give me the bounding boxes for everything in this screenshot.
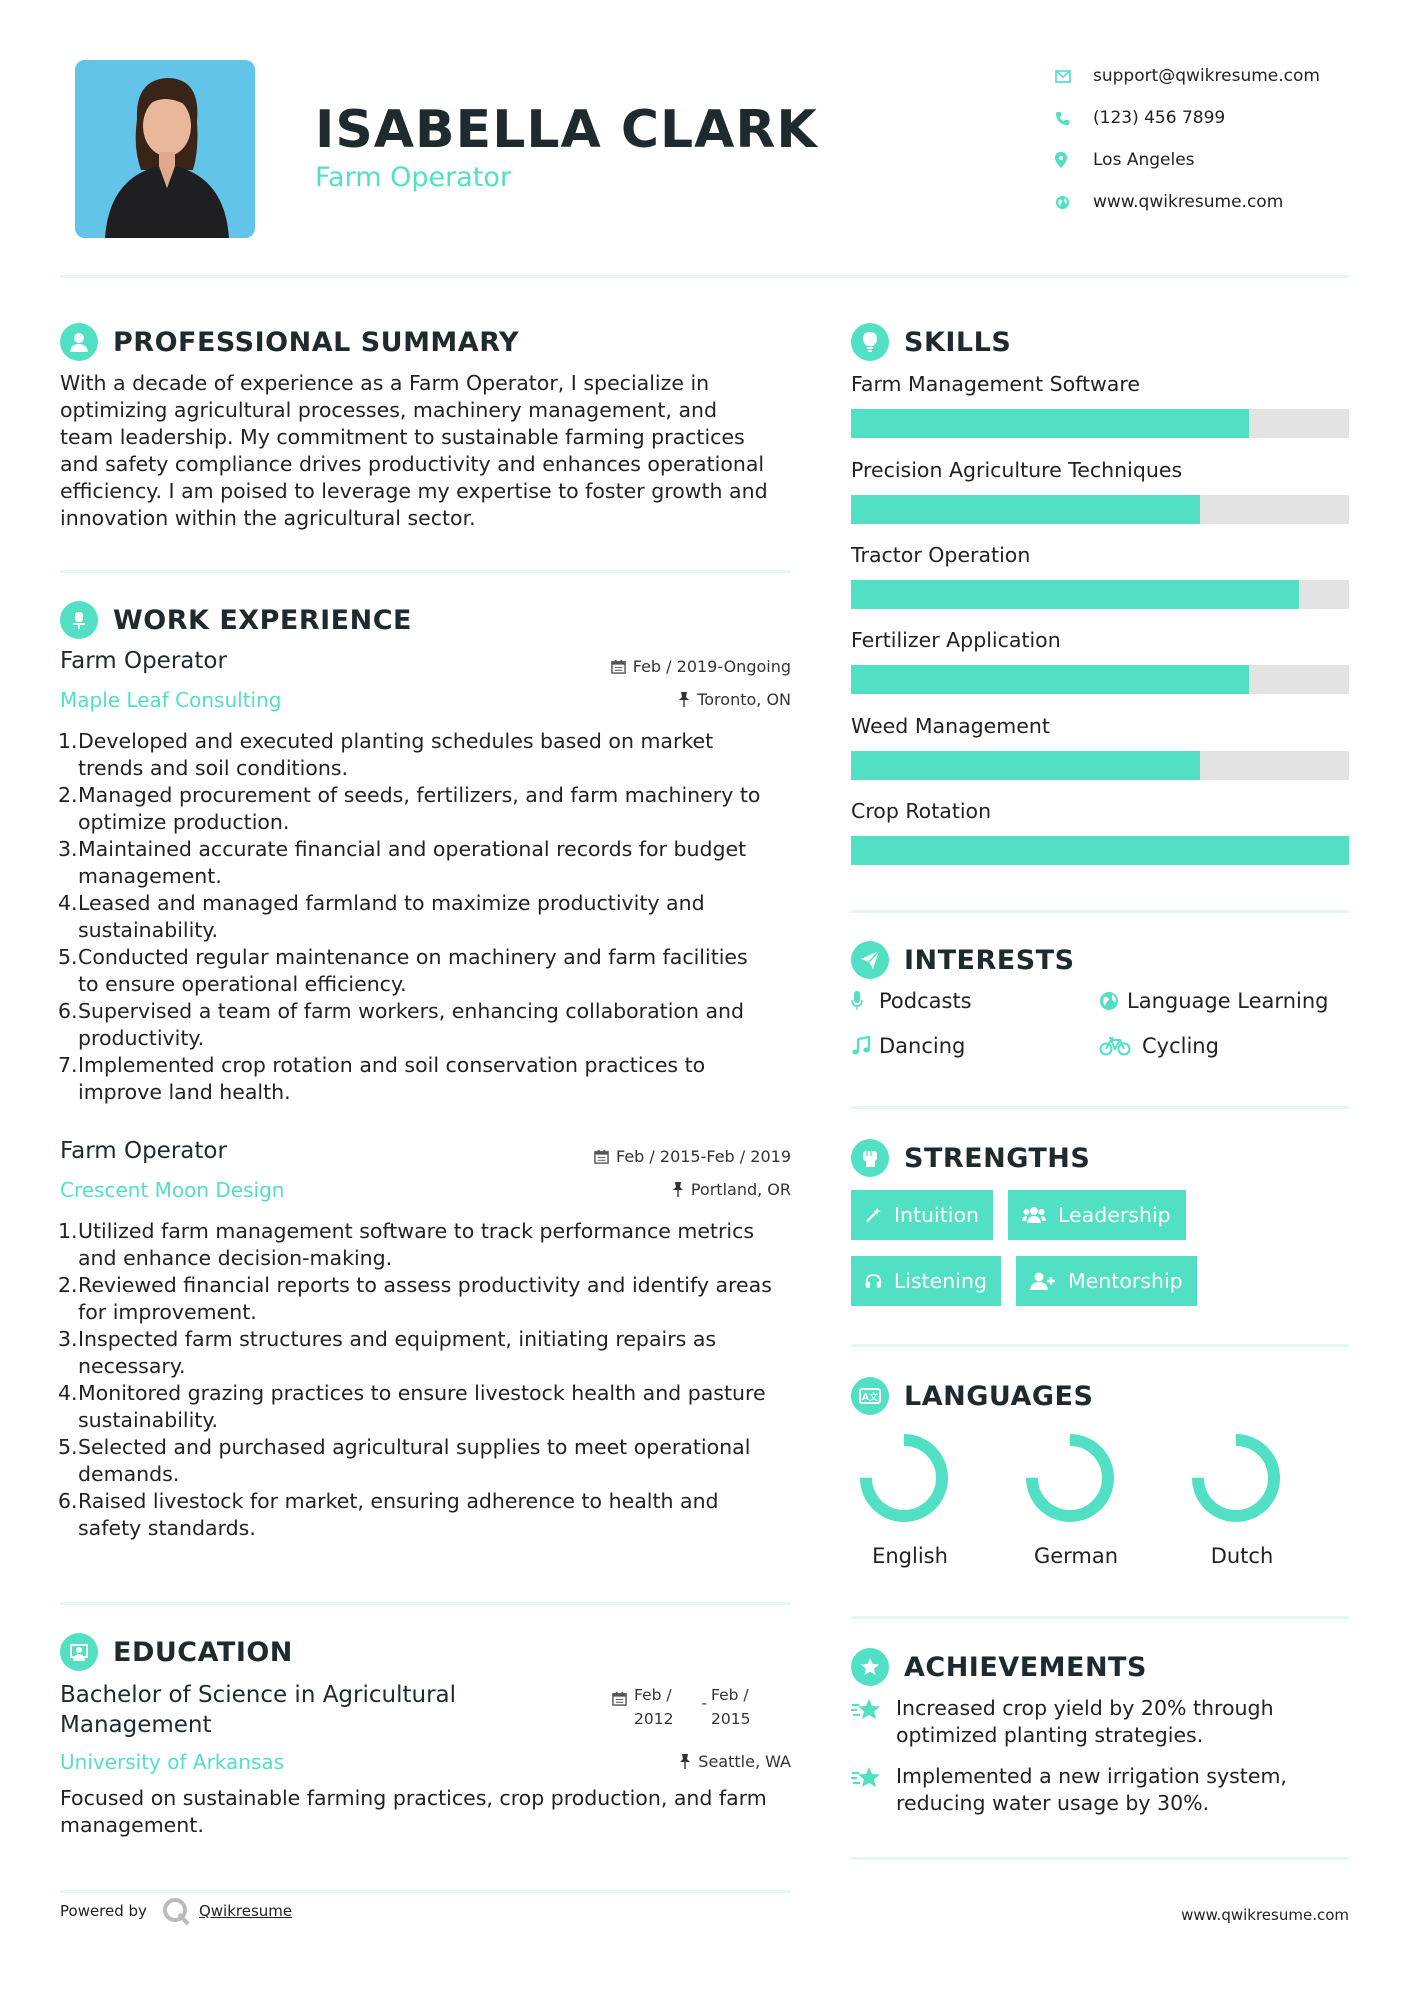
list-item: Conducted regular maintenance on machinery and farm facilities to ensure operational efficiency. bbox=[78, 945, 748, 996]
list-item: Inspected farm structures and equipment, initiating repairs as necessary. bbox=[78, 1327, 717, 1378]
strength-chip: Intuition bbox=[851, 1190, 993, 1240]
qwikresume-logo-icon bbox=[161, 1896, 191, 1926]
job-1-location: Toronto, ON bbox=[500, 690, 791, 709]
skill-bar-fill bbox=[851, 836, 1349, 865]
contact-email-text: support@qwikresume.com bbox=[1093, 66, 1320, 86]
skill-label: Precision Agriculture Techniques bbox=[851, 458, 1183, 482]
list-item: Developed and executed planting schedules based on market trends and soil conditions. bbox=[78, 729, 714, 780]
skill-bar bbox=[851, 409, 1349, 438]
envelope-icon bbox=[1055, 70, 1093, 83]
calendar-icon bbox=[611, 659, 626, 674]
job-1-duties bbox=[60, 728, 800, 1106]
achievement-item: Increased crop yield by 20% through optimized planting strategies. bbox=[851, 1695, 1351, 1749]
globe-icon bbox=[1099, 991, 1127, 1011]
summary-heading bbox=[60, 322, 519, 362]
header-divider bbox=[60, 275, 1349, 278]
education-degree: Bachelor of Science in Agricultural Management bbox=[60, 1682, 457, 1738]
language-label: Dutch bbox=[1210, 1544, 1274, 1568]
language-icon bbox=[851, 1377, 889, 1415]
contact-list bbox=[1055, 55, 1355, 223]
globe-icon bbox=[1055, 195, 1093, 210]
skill-label: Crop Rotation bbox=[851, 799, 992, 823]
star-icon bbox=[851, 1695, 896, 1749]
education-heading bbox=[60, 1632, 293, 1672]
user-icon bbox=[60, 323, 98, 361]
languages-divider bbox=[851, 1616, 1349, 1619]
briefcase-icon bbox=[60, 601, 98, 639]
microphone-icon bbox=[851, 991, 879, 1011]
graduation-icon bbox=[60, 1633, 98, 1671]
magic-wand-icon bbox=[865, 1206, 882, 1224]
interest-item: Cycling bbox=[1099, 1034, 1219, 1058]
interest-item: Dancing bbox=[851, 1034, 965, 1058]
bicycle-icon bbox=[1099, 1036, 1142, 1056]
skill-label: Farm Management Software bbox=[851, 372, 1140, 396]
interests-divider bbox=[851, 1106, 1349, 1109]
list-item: Supervised a team of farm workers, enhancing collaboration and productivity. bbox=[78, 999, 745, 1050]
skill-bar bbox=[851, 836, 1349, 865]
phone-icon bbox=[1055, 111, 1093, 126]
list-item: Selected and purchased agricultural supplies to meet operational demands. bbox=[78, 1435, 751, 1486]
skill-bar bbox=[851, 495, 1349, 524]
skill-label: Tractor Operation bbox=[851, 543, 1031, 567]
pushpin-icon bbox=[678, 692, 690, 707]
music-note-icon bbox=[851, 1036, 879, 1056]
job-1-date: Feb / 2019-Ongoing bbox=[500, 657, 791, 676]
job-2-duties bbox=[60, 1218, 800, 1542]
list-item: Maintained accurate financial and operational records for budget management. bbox=[78, 837, 747, 888]
job-2-title: Farm Operator bbox=[60, 1138, 227, 1164]
users-icon bbox=[1022, 1206, 1046, 1224]
skills-divider bbox=[851, 910, 1349, 913]
candidate-name: ISABELLA CLARK bbox=[315, 100, 818, 160]
candidate-role: Farm Operator bbox=[315, 162, 511, 193]
star-badge-icon bbox=[851, 1648, 889, 1686]
summary-divider bbox=[60, 570, 791, 573]
education-divider bbox=[60, 1890, 791, 1893]
language-ring bbox=[1024, 1432, 1116, 1524]
list-item: Monitored grazing practices to ensure livestock health and pasture sustainability. bbox=[78, 1381, 766, 1432]
list-item: Managed procurement of seeds, fertilizers, and farm machinery to optimize production. bbox=[78, 783, 761, 834]
list-item: Utilized farm management software to track performance metrics and enhance decision-making. bbox=[78, 1219, 755, 1270]
skill-bar-fill bbox=[851, 665, 1249, 694]
profile-photo bbox=[75, 60, 255, 238]
achievement-item: Implemented a new irrigation system, reducing water usage by 30%. bbox=[851, 1763, 1351, 1817]
education-location: Seattle, WA bbox=[500, 1752, 791, 1771]
skill-label: Weed Management bbox=[851, 714, 1050, 738]
education-date: Feb / 2012 - Feb / 2015 bbox=[612, 1683, 751, 1731]
skill-bar bbox=[851, 751, 1349, 780]
pushpin-icon bbox=[672, 1182, 684, 1197]
language-ring bbox=[1190, 1432, 1282, 1524]
star-icon bbox=[851, 1763, 896, 1817]
skills-heading bbox=[851, 322, 1011, 362]
strengths-divider bbox=[851, 1344, 1349, 1347]
contact-email[interactable] bbox=[1055, 55, 1355, 97]
lightbulb-icon bbox=[851, 323, 889, 361]
education-title: EDUCATION bbox=[113, 1636, 293, 1668]
skill-bar-fill bbox=[851, 580, 1299, 609]
contact-website-text: www.qwikresume.com bbox=[1093, 192, 1284, 212]
work-divider bbox=[60, 1602, 791, 1605]
qwikresume-link[interactable]: Qwikresume bbox=[198, 1902, 293, 1920]
list-item: Reviewed financial reports to assess productivity and identify areas for improvement. bbox=[78, 1273, 772, 1324]
strength-chip: Mentorship bbox=[1016, 1256, 1197, 1306]
education-description: Focused on sustainable farming practices, crop production, and farm management. bbox=[60, 1786, 767, 1837]
achievements-divider bbox=[851, 1857, 1349, 1860]
skill-bar bbox=[851, 580, 1349, 609]
headphones-icon bbox=[865, 1272, 882, 1290]
footer-powered-by: Powered by Qwikresume bbox=[60, 1896, 292, 1926]
interests-heading bbox=[851, 940, 1075, 980]
contact-location bbox=[1055, 139, 1355, 181]
language-label: German bbox=[1033, 1544, 1119, 1568]
strength-chip: Leadership bbox=[1008, 1190, 1186, 1240]
paper-plane-icon bbox=[851, 941, 889, 979]
contact-website[interactable] bbox=[1055, 181, 1355, 223]
pushpin-icon bbox=[679, 1754, 691, 1769]
list-item: Leased and managed farmland to maximize productivity and sustainability. bbox=[78, 891, 705, 942]
job-2-date: Feb / 2015-Feb / 2019 bbox=[500, 1147, 791, 1166]
job-2-location: Portland, OR bbox=[500, 1180, 791, 1199]
work-title: WORK EXPERIENCE bbox=[113, 604, 412, 636]
strengths-heading bbox=[851, 1138, 1090, 1178]
fist-icon bbox=[851, 1139, 889, 1177]
summary-title: PROFESSIONAL SUMMARY bbox=[113, 326, 520, 358]
calendar-icon bbox=[594, 1149, 609, 1164]
job-2-company: Crescent Moon Design bbox=[60, 1178, 285, 1202]
language-ring bbox=[858, 1432, 950, 1524]
strength-chip: Listening bbox=[851, 1256, 1001, 1306]
education-school: University of Arkansas bbox=[60, 1750, 285, 1774]
contact-phone[interactable] bbox=[1055, 97, 1355, 139]
strengths-title: STRENGTHS bbox=[904, 1142, 1091, 1174]
achievements-title: ACHIEVEMENTS bbox=[904, 1651, 1147, 1683]
skill-bar bbox=[851, 665, 1349, 694]
skill-bar-fill bbox=[851, 751, 1200, 780]
footer-website[interactable]: www.qwikresume.com bbox=[1181, 1906, 1349, 1924]
interest-item: Language Learning bbox=[1099, 989, 1328, 1013]
interest-item: Podcasts bbox=[851, 989, 972, 1013]
job-1-company: Maple Leaf Consulting bbox=[60, 688, 282, 712]
languages-heading bbox=[851, 1376, 1093, 1416]
skills-title: SKILLS bbox=[904, 326, 1012, 358]
achievements-heading bbox=[851, 1647, 1147, 1687]
job-1-title: Farm Operator bbox=[60, 648, 227, 674]
list-item: Implemented crop rotation and soil conservation practices to improve land health. bbox=[78, 1053, 706, 1104]
calendar-icon bbox=[612, 1691, 627, 1706]
map-pin-icon bbox=[1055, 152, 1093, 168]
list-item: Raised livestock for market, ensuring adherence to health and safety standards. bbox=[78, 1489, 719, 1540]
skill-bar-fill bbox=[851, 409, 1249, 438]
interests-title: INTERESTS bbox=[904, 944, 1075, 976]
summary-text: With a decade of experience as a Farm Operator, I specialize in optimizing agricultural processes, machinery management, and team leadership. My commitment to sustainable farming practices and safety compliance drives productivity and enhances operational efficiency. I am poised to leverage my expertise to foster growth and innovation within the agricultural sector. bbox=[60, 371, 768, 530]
contact-phone-text: (123) 456 7899 bbox=[1093, 108, 1226, 128]
languages-title: LANGUAGES bbox=[904, 1380, 1094, 1412]
contact-location-text: Los Angeles bbox=[1093, 150, 1195, 170]
skill-label: Fertilizer Application bbox=[851, 628, 1061, 652]
user-plus-icon bbox=[1030, 1272, 1056, 1290]
svg-text:A文: A文 bbox=[862, 1393, 878, 1403]
work-heading bbox=[60, 600, 412, 640]
skill-bar-fill bbox=[851, 495, 1200, 524]
language-label: English bbox=[872, 1544, 948, 1568]
